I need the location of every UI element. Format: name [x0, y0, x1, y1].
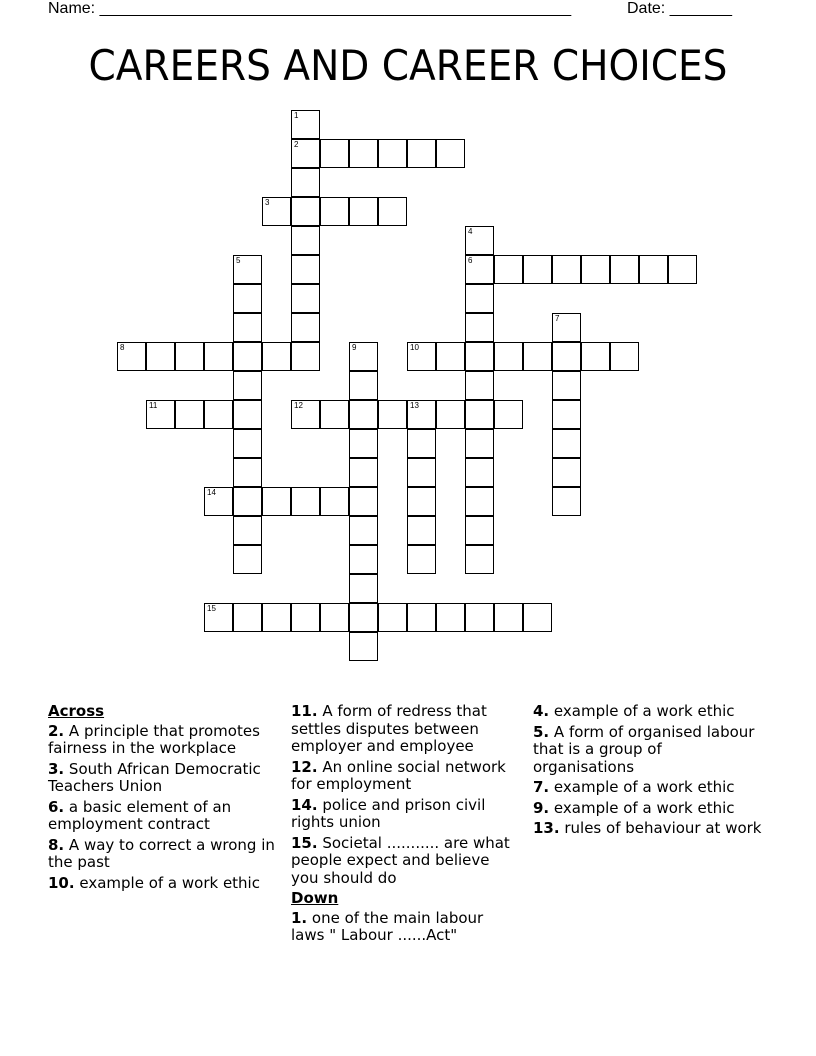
crossword-cell[interactable] — [581, 342, 610, 371]
crossword-cell[interactable] — [233, 371, 262, 400]
crossword-cell[interactable] — [436, 400, 465, 429]
crossword-cell[interactable] — [291, 487, 320, 516]
cell-number: 1 — [294, 111, 299, 120]
crossword-cell[interactable] — [349, 603, 378, 632]
crossword-cell[interactable] — [407, 458, 436, 487]
crossword-cell[interactable] — [204, 487, 233, 516]
crossword-cell[interactable] — [552, 371, 581, 400]
crossword-cell[interactable] — [407, 429, 436, 458]
crossword-cell[interactable] — [436, 139, 465, 168]
clues-column-2 — [291, 703, 521, 948]
crossword-cell[interactable] — [552, 429, 581, 458]
cell-number: 10 — [410, 343, 419, 352]
crossword-cell[interactable] — [291, 110, 320, 139]
name-field[interactable]: Name: _____________________________________________________ — [48, 0, 572, 17]
crossword-cell[interactable] — [494, 603, 523, 632]
crossword-cell[interactable] — [349, 458, 378, 487]
crossword-cell[interactable] — [291, 139, 320, 168]
crossword-cell[interactable] — [407, 400, 436, 429]
crossword-cell[interactable] — [233, 313, 262, 342]
clues-column-1 — [48, 703, 278, 895]
crossword-cell[interactable] — [349, 197, 378, 226]
crossword-cell[interactable] — [291, 603, 320, 632]
clue-down-9: 9. example of a work ethic — [533, 798, 735, 817]
crossword-cell[interactable] — [204, 342, 233, 371]
crossword-cell[interactable] — [465, 516, 494, 545]
crossword-cell[interactable] — [436, 603, 465, 632]
cell-number: 9 — [352, 343, 357, 352]
crossword-cell[interactable] — [291, 342, 320, 371]
clue-down-4: 4. example of a work ethic — [533, 702, 735, 720]
crossword-cell[interactable] — [465, 371, 494, 400]
cell-number: 7 — [555, 314, 560, 323]
crossword-cell[interactable] — [175, 400, 204, 429]
cell-number: 5 — [236, 256, 241, 265]
clue-down-7: 7. example of a work ethic — [533, 778, 735, 796]
cell-number: 11 — [149, 401, 158, 410]
crossword-cell[interactable] — [262, 197, 291, 226]
crossword-cell[interactable] — [523, 255, 552, 284]
crossword-cell[interactable] — [233, 400, 262, 429]
crossword-cell[interactable] — [465, 603, 494, 632]
crossword-cell[interactable] — [668, 255, 697, 284]
crossword-cell[interactable] — [349, 574, 378, 603]
crossword-cell[interactable] — [204, 400, 233, 429]
clue-down-1: 1. one of the main labour laws " Labour ......Act" — [291, 908, 484, 944]
clue-across-2: 2. A principle that promotes fairness in the workplace — [48, 721, 260, 757]
crossword-cell[interactable] — [465, 429, 494, 458]
crossword-cell[interactable] — [320, 197, 349, 226]
clue-across-15: 15. Societal ........... are what people expect and believe you should do — [291, 833, 510, 887]
crossword-cell[interactable] — [262, 603, 291, 632]
crossword-cell[interactable] — [117, 342, 146, 371]
crossword-cell[interactable] — [233, 284, 262, 313]
crossword-cell[interactable] — [349, 429, 378, 458]
crossword-cell[interactable] — [552, 458, 581, 487]
crossword-cell[interactable] — [233, 487, 262, 516]
crossword-cell[interactable] — [233, 342, 262, 371]
crossword-cell[interactable] — [349, 632, 378, 661]
crossword-cell[interactable] — [552, 400, 581, 429]
clues-column-3 — [533, 703, 763, 841]
clue-across-12: 12. An online social network for employment — [291, 757, 506, 793]
clue-across-8: 8. A way to correct a wrong in the past — [48, 835, 275, 871]
crossword-cell[interactable] — [349, 487, 378, 516]
crossword-cell[interactable] — [378, 400, 407, 429]
crossword-cell[interactable] — [349, 400, 378, 429]
crossword-cell[interactable] — [407, 545, 436, 574]
cell-number: 4 — [468, 227, 473, 236]
cell-number: 14 — [207, 488, 216, 497]
crossword-cell[interactable] — [146, 342, 175, 371]
down-heading: Down — [291, 889, 339, 907]
crossword-cell[interactable] — [523, 342, 552, 371]
page-title: CAREERS AND CAREER CHOICES — [88, 41, 728, 90]
crossword-cell[interactable] — [378, 197, 407, 226]
clue-down-13: 13. rules of behaviour at work — [533, 819, 762, 837]
crossword-cell[interactable] — [349, 371, 378, 400]
crossword-cell[interactable] — [610, 255, 639, 284]
crossword-cell[interactable] — [320, 400, 349, 429]
cell-number: 15 — [207, 604, 216, 613]
crossword-cell[interactable] — [407, 516, 436, 545]
crossword-cell[interactable] — [639, 255, 668, 284]
crossword-cell[interactable] — [552, 255, 581, 284]
crossword-cell[interactable] — [291, 197, 320, 226]
crossword-cell[interactable] — [262, 342, 291, 371]
crossword-cell[interactable] — [465, 487, 494, 516]
crossword-cell[interactable] — [465, 458, 494, 487]
cell-number: 6 — [468, 256, 473, 265]
crossword-cell[interactable] — [262, 487, 291, 516]
crossword-cell[interactable] — [610, 342, 639, 371]
clue-across-3: 3. South African Democratic Teachers Union — [48, 759, 261, 795]
crossword-cell[interactable] — [320, 139, 349, 168]
clue-across-6: 6. a basic element of an employment contract — [48, 797, 232, 833]
crossword-cell[interactable] — [465, 400, 494, 429]
crossword-cell[interactable] — [291, 168, 320, 197]
crossword-cell[interactable] — [552, 342, 581, 371]
cell-number: 13 — [410, 401, 419, 410]
clue-across-14: 14. police and prison civil rights union — [291, 795, 486, 831]
crossword-cell[interactable] — [465, 342, 494, 371]
crossword-cell[interactable] — [233, 458, 262, 487]
crossword-cell[interactable] — [494, 400, 523, 429]
crossword-cell[interactable] — [320, 487, 349, 516]
crossword-cell[interactable] — [407, 603, 436, 632]
crossword-cell[interactable] — [465, 226, 494, 255]
crossword-cell[interactable] — [291, 226, 320, 255]
crossword-cell[interactable] — [523, 603, 552, 632]
crossword-cell[interactable] — [378, 139, 407, 168]
crossword-cell[interactable] — [465, 284, 494, 313]
clue-down-5: 5. A form of organised labour that is a group of organisations — [533, 722, 755, 776]
clue-across-10: 10. example of a work ethic — [48, 873, 260, 892]
crossword-cell[interactable] — [407, 487, 436, 516]
crossword-cell[interactable] — [233, 516, 262, 545]
crossword-cell[interactable] — [581, 255, 610, 284]
cell-number: 12 — [294, 401, 303, 410]
crossword-cell[interactable] — [233, 545, 262, 574]
crossword-cell[interactable] — [465, 313, 494, 342]
crossword-cell[interactable] — [233, 603, 262, 632]
crossword-cell[interactable] — [465, 255, 494, 284]
cell-number: 8 — [120, 343, 125, 352]
crossword-cell[interactable] — [407, 342, 436, 371]
crossword-cell[interactable] — [552, 313, 581, 342]
across-heading: Across — [48, 702, 105, 720]
crossword-cell[interactable] — [291, 400, 320, 429]
crossword-cell[interactable] — [291, 255, 320, 284]
crossword-cell[interactable] — [552, 487, 581, 516]
crossword-cell[interactable] — [349, 516, 378, 545]
crossword-cell[interactable] — [233, 255, 262, 284]
crossword-cell[interactable] — [494, 255, 523, 284]
crossword-cell[interactable] — [320, 603, 349, 632]
crossword-cell[interactable] — [494, 342, 523, 371]
crossword-cell[interactable] — [204, 603, 233, 632]
cell-number: 2 — [294, 140, 299, 149]
crossword-cell[interactable] — [349, 139, 378, 168]
crossword-cell[interactable] — [146, 400, 175, 429]
crossword-cell[interactable] — [349, 342, 378, 371]
crossword-cell[interactable] — [175, 342, 204, 371]
crossword-cell[interactable] — [407, 139, 436, 168]
crossword-cell[interactable] — [349, 545, 378, 574]
crossword-cell[interactable] — [233, 429, 262, 458]
crossword-cell[interactable] — [291, 313, 320, 342]
crossword-cell[interactable] — [465, 545, 494, 574]
crossword-cell[interactable] — [436, 342, 465, 371]
date-field[interactable]: Date: _______ — [627, 0, 732, 17]
crossword-cell[interactable] — [378, 603, 407, 632]
cell-number: 3 — [265, 198, 270, 207]
clue-across-11: 11. A form of redress that settles disputes between employer and employee — [291, 702, 487, 755]
crossword-cell[interactable] — [291, 284, 320, 313]
